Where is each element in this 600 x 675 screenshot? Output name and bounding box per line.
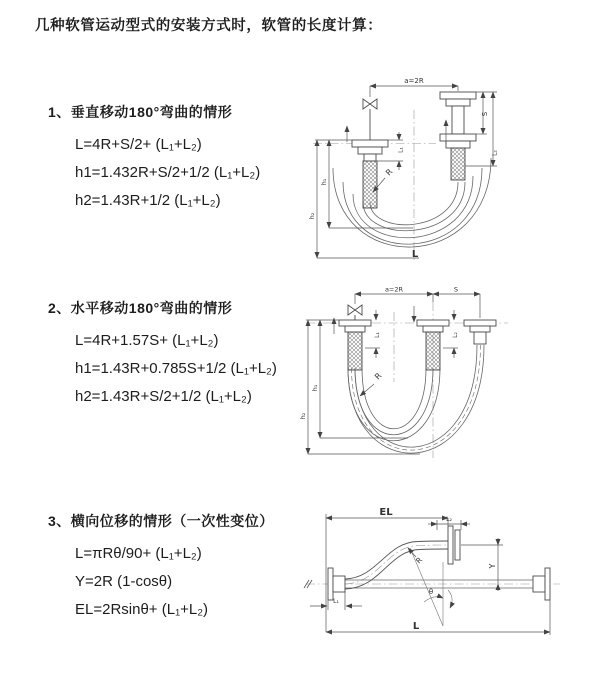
section-1-formula-h1: h1=1.432R+S/2+1/2 (L₁+L₂) (75, 164, 261, 181)
label-l2: L₂ (446, 516, 452, 523)
right-flange (440, 92, 476, 180)
label-y: Y (488, 563, 497, 569)
section-2-formula-h2: h2=1.43R+S/2+1/2 (L₁+L₂) (75, 388, 252, 405)
diagram-vertical-180-bend (303, 70, 593, 264)
section-3-heading: 3、横向位移的情形（一次性变位） (48, 513, 274, 529)
s-curve-hose (345, 541, 448, 589)
section-3-formula-L: L=πRθ/90+ (L₁+L₂) (75, 545, 202, 562)
section-2-formula-h1: h1=1.43R+0.785S+1/2 (L₁+L₂) (75, 360, 277, 377)
label-l2: L₂ (491, 150, 499, 156)
section-3-formula-EL: EL=2Rsinθ+ (L₁+L₂) (75, 601, 209, 618)
dimension-lines (315, 86, 497, 258)
right-flange (533, 568, 550, 600)
section-vertical-movement (48, 102, 260, 215)
label-h1: h₁ (311, 384, 319, 392)
valve-icon (348, 305, 362, 320)
diagram-horizontal-180-bend (298, 282, 600, 462)
label-s: S (481, 111, 489, 117)
label-r: R (414, 555, 425, 566)
label-l: L (412, 621, 420, 632)
label-h2: h₂ (308, 212, 316, 220)
section-1-formula-L: L=4R+S/2+ (L₁+L₂) (75, 136, 202, 153)
section-1-heading: 1、垂直移动180°弯曲的情形 (48, 104, 233, 120)
label-h2: h₂ (299, 412, 307, 420)
hose-curves (333, 158, 491, 247)
label-l1: L₁ (333, 598, 339, 605)
label-r: R (384, 167, 395, 178)
section-1-formula-h2: h2=1.43R+1/2 (L₁+L₂) (75, 192, 221, 209)
section-horizontal-movement (48, 298, 277, 411)
left-flange (339, 320, 371, 370)
label-l2: L₂ (452, 332, 459, 338)
label-s: S (453, 285, 459, 294)
label-h1: h₁ (320, 178, 328, 186)
hose-curves (348, 345, 484, 453)
section-3-formula-Y: Y=2R (1-cosθ) (75, 573, 173, 590)
left-flange (328, 568, 345, 600)
page-title: 几种软管运动型式的安装方式时，软管的长度计算： (35, 18, 383, 34)
right-flange (464, 320, 496, 344)
label-el: EL (379, 507, 393, 518)
label-theta: θ (428, 588, 434, 596)
label-a2r: a=2R (384, 285, 404, 294)
section-lateral-displacement (48, 511, 274, 624)
valve-icon (363, 99, 377, 140)
diagram-lateral-displacement (298, 498, 600, 660)
dimension-lines (310, 514, 550, 635)
left-flange (352, 140, 388, 208)
label-l: L (411, 249, 419, 260)
section-2-formula-L: L=4R+1.57S+ (L₁+L₂) (75, 332, 219, 349)
middle-flange (417, 320, 449, 370)
label-l1: L₁ (397, 147, 405, 153)
section-2-heading: 2、水平移动180°弯曲的情形 (48, 300, 233, 316)
label-a2r: a=2R (404, 77, 424, 85)
top-right-flange (448, 526, 460, 564)
label-r: R (373, 371, 384, 382)
label-l1: L₁ (374, 332, 381, 338)
